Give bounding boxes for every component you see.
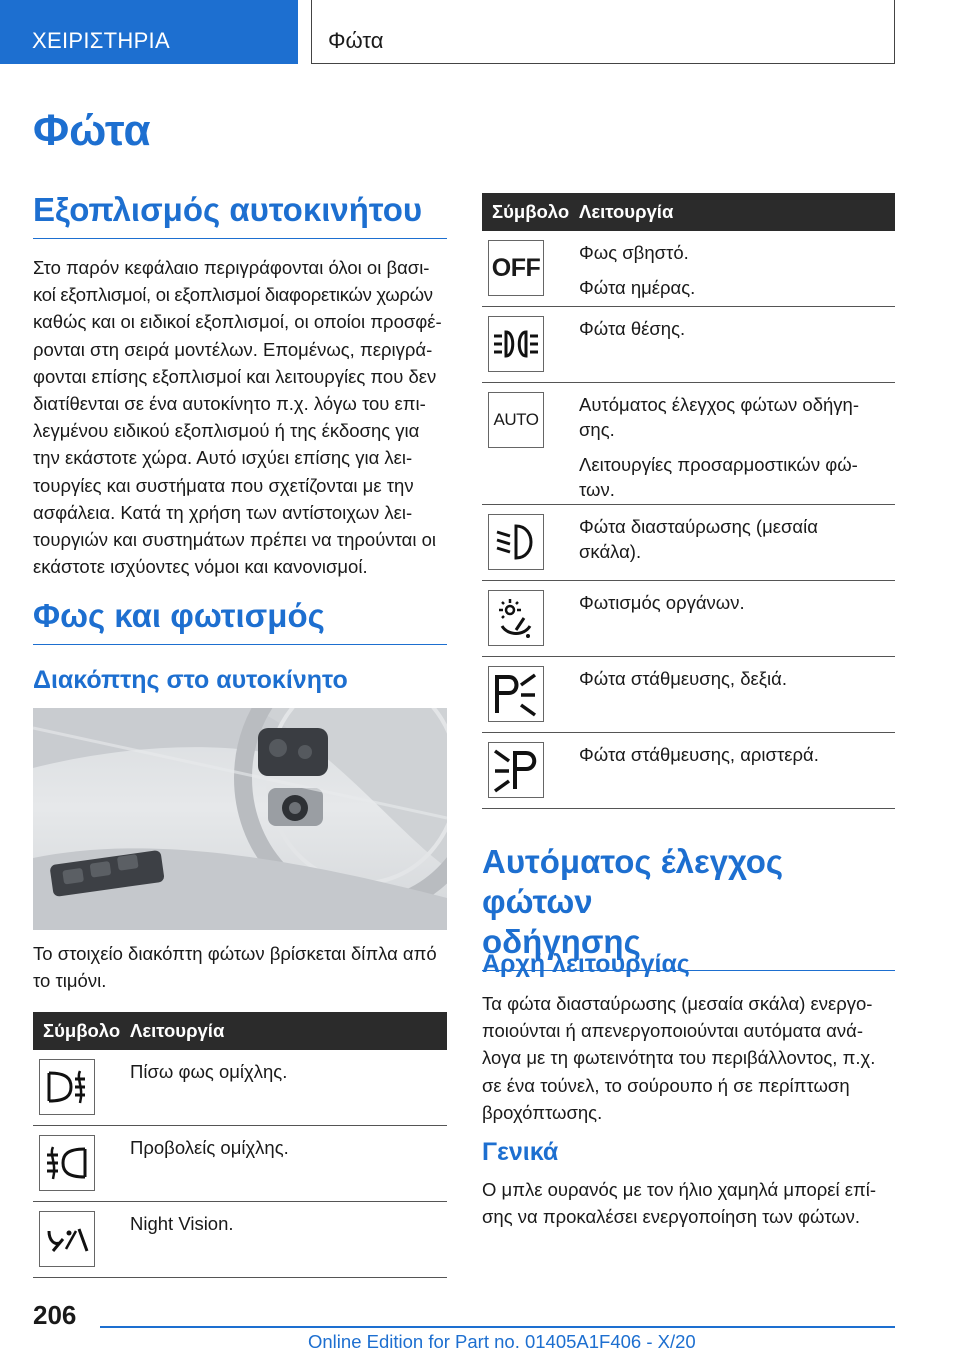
text-line: λογα με τη φωτεινότητα του περιβάλλοντος, π.χ.	[482, 1047, 876, 1069]
principle-heading: Αρχή λειτουργίας	[482, 950, 690, 978]
row-text: Φώτα στάθμευσης, αριστερά.	[579, 744, 819, 765]
text-line: ασφάλεια. Κατά τη χρήση των αντίστοιχων λει-	[33, 501, 413, 523]
table-row	[482, 231, 895, 307]
table-row	[33, 1202, 447, 1278]
table-row	[482, 733, 895, 809]
night-vision-icon	[39, 1211, 95, 1267]
equipment-paragraph	[33, 254, 447, 580]
row-text: Φώτα θέσης.	[579, 318, 686, 339]
edition-text: Online Edition for Part no. 01405A1F406 - X/20	[308, 1331, 696, 1352]
col-symbol-header: Σύμβολο	[492, 201, 570, 222]
text-line: εκάστοτε ισχύοντες νόμοι και κανονισμοί.	[33, 556, 368, 578]
page-title: Φώτα	[33, 106, 151, 155]
symbol-table-right	[482, 193, 895, 809]
table-row	[482, 307, 895, 383]
chapter-title-box: Φώτα	[311, 0, 895, 64]
heading-line: Αυτόματος έλεγχος φώτων	[482, 843, 784, 920]
switch-heading: Διακόπτης στο αυτοκίνητο	[33, 666, 348, 694]
text-line: καθώς και οι ειδικοί εξοπλισμοί, οι οποίοι προσφέ-	[33, 311, 442, 333]
general-paragraph	[482, 1176, 895, 1230]
footer-divider	[100, 1326, 895, 1328]
parking-left-icon	[488, 742, 544, 798]
table-row	[482, 657, 895, 733]
row-text: Αυτόματος έλεγχος φώτων οδήγη- σης.	[579, 394, 859, 440]
text-line: φονται επίσης εξοπλισμοί και λειτουργίες που δεν	[33, 365, 437, 387]
low-beam-icon	[488, 514, 544, 570]
text-line: ποιούνται ή απενεργοποιούνται αυτόματα ανά-	[482, 1020, 863, 1042]
text-line: Το στοιχείο διακόπτη φώτων βρίσκεται δίπλα από	[33, 943, 437, 964]
icon-label: AUTO	[493, 410, 539, 429]
text-line: την εκάστοτε χώρα. Αυτό ισχύει επίσης για λει-	[33, 447, 413, 469]
text-line: λεγμένου ειδικού εξοπλισμού ή της έκδοσης για	[33, 420, 420, 442]
table-header	[33, 1012, 447, 1050]
row-text: Night Vision.	[130, 1213, 234, 1234]
col-function-header: Λειτουργία	[130, 1020, 225, 1041]
text-line: τουργιών και συστημάτων πρέπει να τηρούνται οι	[33, 529, 436, 551]
table-row	[482, 581, 895, 657]
row-text: Πίσω φως ομίχλης.	[130, 1061, 288, 1082]
text-line: Στο παρόν κεφάλαιο περιγράφονται όλοι οι βασι-	[33, 257, 430, 278]
text-line: διατίθενται σε ένα αυτοκίνητο π.χ. λόγω του επι-	[33, 393, 426, 415]
row-text: Φωτισμός οργάνων.	[579, 592, 745, 613]
light-switch-photo	[33, 708, 447, 930]
row-text: Φώτα στάθμευσης, δεξιά.	[579, 668, 787, 689]
row-text: Προβολείς ομίχλης.	[130, 1137, 289, 1158]
text-line: σε ένα τούνελ, το σούρουπο ή σε περίπτωση	[482, 1074, 850, 1096]
row-text: Φώτα ημέρας.	[579, 277, 696, 298]
text-line: σης να προκαλέσει ενεργοποίηση των φώτων.	[482, 1206, 861, 1228]
principle-paragraph	[482, 990, 895, 1126]
text-line: Τα φώτα διασταύρωσης (μεσαία σκάλα) ενεργο-	[482, 993, 873, 1014]
table-header	[482, 193, 895, 231]
instrument-lighting-icon	[488, 590, 544, 646]
parking-light-icon	[488, 316, 544, 372]
text-line: βροχόπτωσης.	[482, 1101, 603, 1123]
row-text: Φως σβηστό.	[579, 242, 689, 263]
parking-right-icon	[488, 666, 544, 722]
switch-caption	[33, 940, 447, 994]
auto-icon	[488, 392, 544, 448]
icon-label: OFF	[491, 253, 541, 282]
col-function-header: Λειτουργία	[579, 201, 674, 222]
text-line: τουργίες και συστήματα που σχετίζονται με την	[33, 474, 414, 496]
text-line: Ο μπλε ουρανός με τον ήλιο χαμηλά μπορεί επί-	[482, 1179, 877, 1200]
equipment-heading: Εξοπλισμός αυτοκινήτου	[33, 190, 447, 239]
symbol-table-left	[33, 1012, 447, 1278]
heading-line: οδήγησης	[482, 923, 641, 960]
section-tab: ΧΕΙΡΙΣΤΗΡΙΑ	[0, 0, 298, 64]
general-heading: Γενικά	[482, 1138, 559, 1166]
table-row	[33, 1050, 447, 1126]
off-icon	[488, 240, 544, 296]
page-number: 206	[33, 1300, 77, 1330]
rear-fog-light-icon	[39, 1059, 95, 1115]
text-line: το τιμόνι.	[33, 970, 107, 992]
row-text: Φώτα διασταύρωσης (μεσαία σκάλα).	[579, 516, 818, 562]
table-row	[33, 1126, 447, 1202]
front-fog-light-icon	[39, 1135, 95, 1191]
text-line: ρονται στη σειρά μοντέλων. Επομένως, περιγρά-	[33, 338, 433, 360]
row-text: Λειτουργίες προσαρμοστικών φώ- των.	[579, 454, 858, 500]
text-line: κοί εξοπλισμοί, οι εξοπλισμοί διαφορετικών χωρών	[33, 284, 433, 306]
dashboard-illustration	[33, 708, 447, 930]
table-row	[482, 505, 895, 581]
lighting-heading: Φως και φωτισμός	[33, 596, 447, 645]
col-symbol-header: Σύμβολο	[43, 1020, 121, 1041]
table-row	[482, 383, 895, 505]
